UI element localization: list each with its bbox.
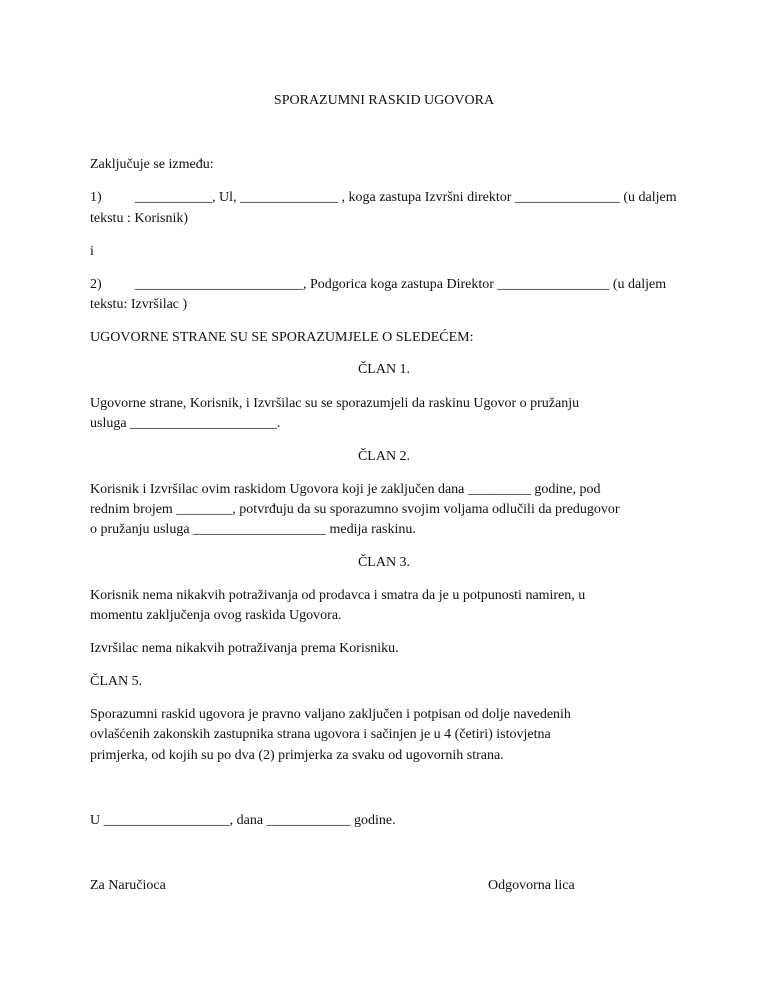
article-1-line: Ugovorne strane, Korisnik, i Izvršilac su se sporazumjeli da raskinu Ugovor o pružanju [90,396,580,411]
party-1-number: 1) [90,190,102,205]
intro-text: Zaključuje se između: [90,157,214,172]
article-2-line: rednim brojem ________, potvrđuju da su sporazumno svojim voljama odlučili da predugovor [90,502,620,517]
signature-left-label: Za Naručioca [90,878,166,893]
article-1-line: usluga _____________________. [90,416,281,431]
article-3-line: momentu zaključenja ovog raskida Ugovora. [90,608,342,623]
party-1-line-2: tekstu : Korisnik) [90,211,188,226]
article-2-line: Korisnik i Izvršilac ovim raskidom Ugovora koji je zaključen dana _________ godine, pod [90,482,601,497]
article-2-heading: ČLAN 2. [357,449,411,464]
party-2-number: 2) [90,277,102,292]
article-3-heading: ČLAN 3. [357,555,411,570]
signature-right-label: Odgovorna lica [488,878,575,893]
article-2-line: o pružanju usluga ___________________ medija raskinu. [90,522,416,537]
conjunction-text: i [90,244,94,259]
party-2-line-1: ________________________, Podgorica koga zastupa Direktor ________________ (u daljem [135,277,667,292]
document-title: SPORAZUMNI RASKID UGOVORA [273,93,495,108]
party-2-line-2: tekstu: Izvršilac ) [90,297,188,312]
article-3-line: Korisnik nema nikakvih potraživanja od prodavca i smatra da je u potpunosti namiren, u [90,588,586,603]
article-5-line: Sporazumni raskid ugovora je pravno valjano zaključen i potpisan od dolje navedenih [90,707,571,722]
party-1-line-1: ___________, Ul, ______________ , koga zastupa Izvršni direktor _______________ (u daljem [135,190,677,205]
article-5-heading: ČLAN 5. [90,674,143,689]
place-date-line: U __________________, dana ____________ godine. [90,813,396,828]
agreed-heading: UGOVORNE STRANE SU SE SPORAZUMJELE O SLEDEĆEM: [90,330,474,345]
article-3-extra: Izvršilac nema nikakvih potraživanja prema Korisniku. [90,641,399,656]
article-5-line: primjerka, od kojih su po dva (2) primjerka za svaku od ugovornih strana. [90,748,504,763]
article-1-heading: ČLAN 1. [357,362,411,377]
article-5-line: ovlašćenih zakonskih zastupnika strana ugovora i sačinjen je u 4 (četiri) istovjetna [90,727,551,742]
